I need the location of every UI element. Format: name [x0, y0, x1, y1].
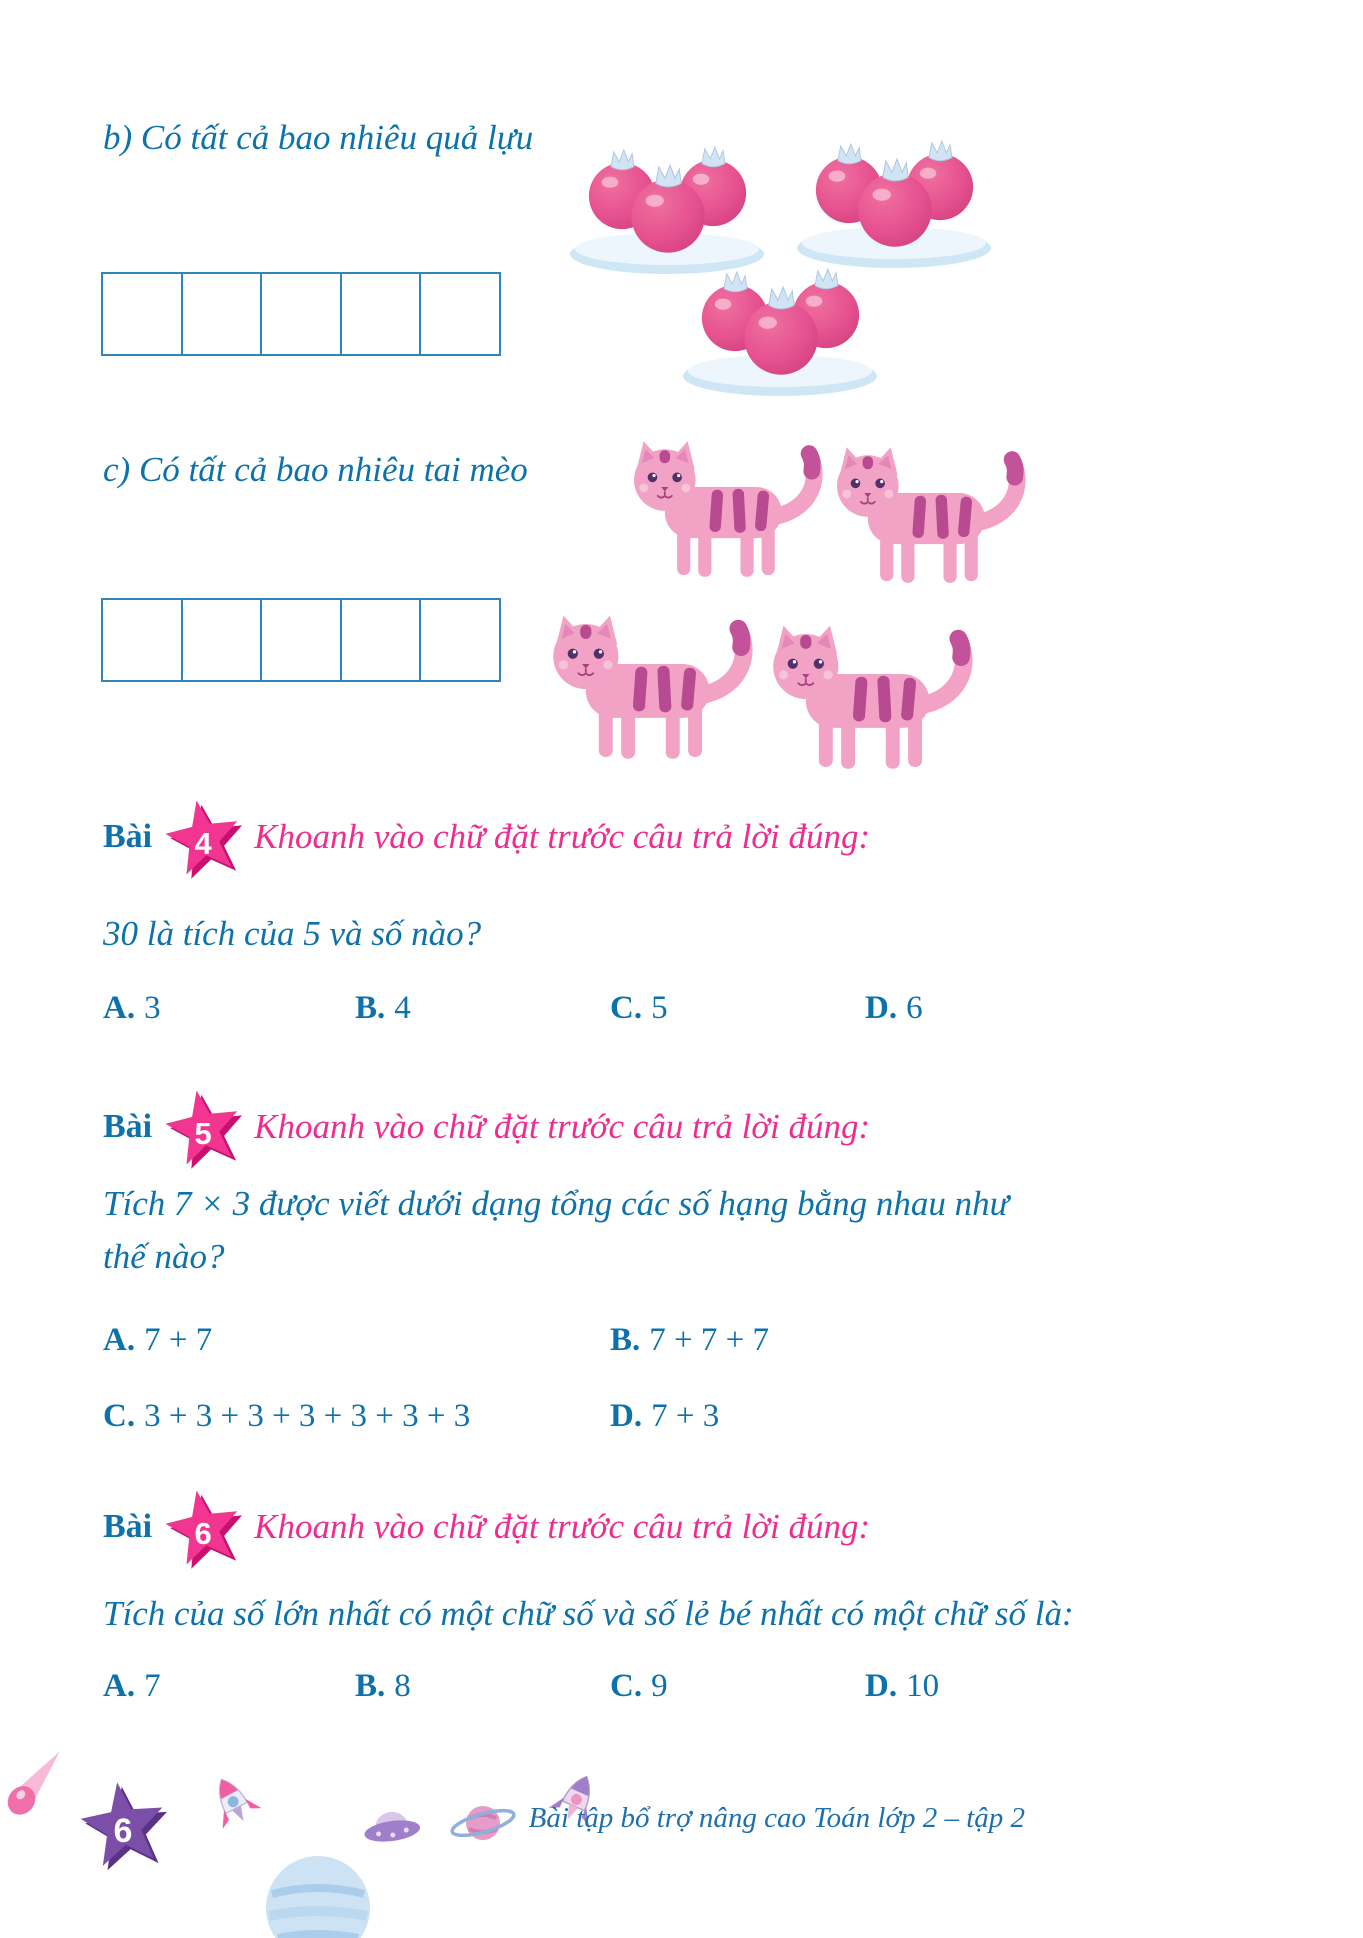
option-d[interactable]	[865, 990, 923, 1027]
exercise-number: 6	[194, 1516, 212, 1551]
option-letter: D.	[865, 1668, 898, 1704]
answer-cell[interactable]	[260, 272, 342, 356]
answer-cell[interactable]	[101, 598, 183, 682]
exercise-4-options	[103, 990, 1263, 1038]
answer-boxes-c	[101, 598, 501, 682]
comet-icon	[0, 1738, 74, 1841]
exercise-5-options-row-1	[103, 1322, 1263, 1370]
exercise-badge-label: Bài	[103, 1108, 153, 1145]
question-b-label: b) Có tất cả bao nhiêu quả lựu	[103, 118, 534, 157]
answer-boxes-b	[101, 272, 501, 356]
option-letter: C.	[610, 1668, 643, 1704]
exercise-badge-label: Bài	[103, 1508, 153, 1545]
option-value: 7 + 7	[144, 1322, 213, 1358]
option-c[interactable]	[610, 990, 668, 1027]
exercise-badge-label: Bài	[103, 818, 153, 855]
option-value: 3	[144, 990, 161, 1026]
exercise-6-options	[103, 1668, 1263, 1716]
option-letter: B.	[355, 1668, 386, 1704]
ufo-icon	[352, 1800, 432, 1863]
exercise-number: 5	[194, 1116, 212, 1151]
option-c[interactable]	[103, 1398, 470, 1435]
option-value: 3 + 3 + 3 + 3 + 3 + 3 + 3	[144, 1398, 471, 1434]
option-a[interactable]	[103, 1668, 161, 1705]
option-value: 8	[394, 1668, 411, 1704]
answer-cell[interactable]	[101, 272, 183, 356]
option-value: 5	[651, 990, 668, 1026]
book-title: Bài tập bổ trợ nâng cao Toán lớp 2 – tập 2	[528, 1802, 1025, 1834]
option-letter: A.	[103, 1668, 136, 1704]
option-a[interactable]	[103, 990, 161, 1027]
exercise-6-header	[103, 1488, 870, 1566]
exercise-4-star-badge	[165, 800, 241, 874]
exercise-4-question: 30 là tích của 5 và số nào?	[103, 914, 482, 953]
answer-cell[interactable]	[419, 272, 501, 356]
answer-cell[interactable]	[260, 598, 342, 682]
rocket-icon	[200, 1768, 272, 1851]
page-number: 6	[113, 1811, 133, 1850]
answer-cell[interactable]	[340, 598, 422, 682]
page-number-star	[80, 1782, 166, 1866]
option-d[interactable]	[610, 1398, 719, 1435]
option-value: 10	[906, 1668, 940, 1704]
option-letter: B.	[355, 990, 386, 1026]
option-letter: B.	[610, 1322, 641, 1358]
option-b[interactable]	[355, 990, 411, 1027]
option-value: 6	[906, 990, 923, 1026]
option-value: 4	[394, 990, 411, 1026]
pomegranates-illustration	[552, 100, 1012, 407]
option-value: 9	[651, 1668, 668, 1704]
exercise-5-header	[103, 1088, 870, 1166]
exercise-instruction: Khoanh vào chữ đặt trước câu trả lời đúng:	[254, 1107, 871, 1146]
exercise-5-options-row-2	[103, 1398, 1263, 1446]
option-value: 7 + 3	[651, 1398, 720, 1434]
exercise-instruction: Khoanh vào chữ đặt trước câu trả lời đúng:	[254, 817, 871, 856]
answer-cell[interactable]	[340, 272, 422, 356]
exercise-5-question: Tích 7 × 3 được viết dưới dạng tổng các số hạng bằng nhau như thế nào?	[103, 1184, 1009, 1276]
option-letter: C.	[103, 1398, 136, 1434]
planet-icon	[262, 1852, 374, 1938]
exercise-6-question: Tích của số lớn nhất có một chữ số và số lẻ bé nhất có một chữ số là:	[103, 1594, 1074, 1633]
option-letter: C.	[610, 990, 643, 1026]
exercise-4-header	[103, 798, 870, 876]
option-b[interactable]	[610, 1322, 769, 1359]
exercise-5-star-badge	[165, 1090, 241, 1164]
question-c-label: c) Có tất cả bao nhiêu tai mèo	[103, 450, 528, 489]
option-value: 7	[144, 1668, 161, 1704]
exercise-6-star-badge	[165, 1490, 241, 1564]
option-a[interactable]	[103, 1322, 212, 1359]
option-b[interactable]	[355, 1668, 411, 1705]
cats-illustration	[512, 428, 1032, 805]
ringed-planet-icon	[444, 1788, 522, 1863]
exercise-number: 4	[194, 826, 212, 861]
option-letter: D.	[865, 990, 898, 1026]
answer-cell[interactable]	[419, 598, 501, 682]
option-value: 7 + 7 + 7	[649, 1322, 769, 1358]
option-letter: A.	[103, 990, 136, 1026]
exercise-instruction: Khoanh vào chữ đặt trước câu trả lời đúng:	[254, 1507, 871, 1546]
option-c[interactable]	[610, 1668, 668, 1705]
option-letter: A.	[103, 1322, 136, 1358]
option-letter: D.	[610, 1398, 643, 1434]
answer-cell[interactable]	[181, 598, 263, 682]
option-d[interactable]	[865, 1668, 939, 1705]
answer-cell[interactable]	[181, 272, 263, 356]
